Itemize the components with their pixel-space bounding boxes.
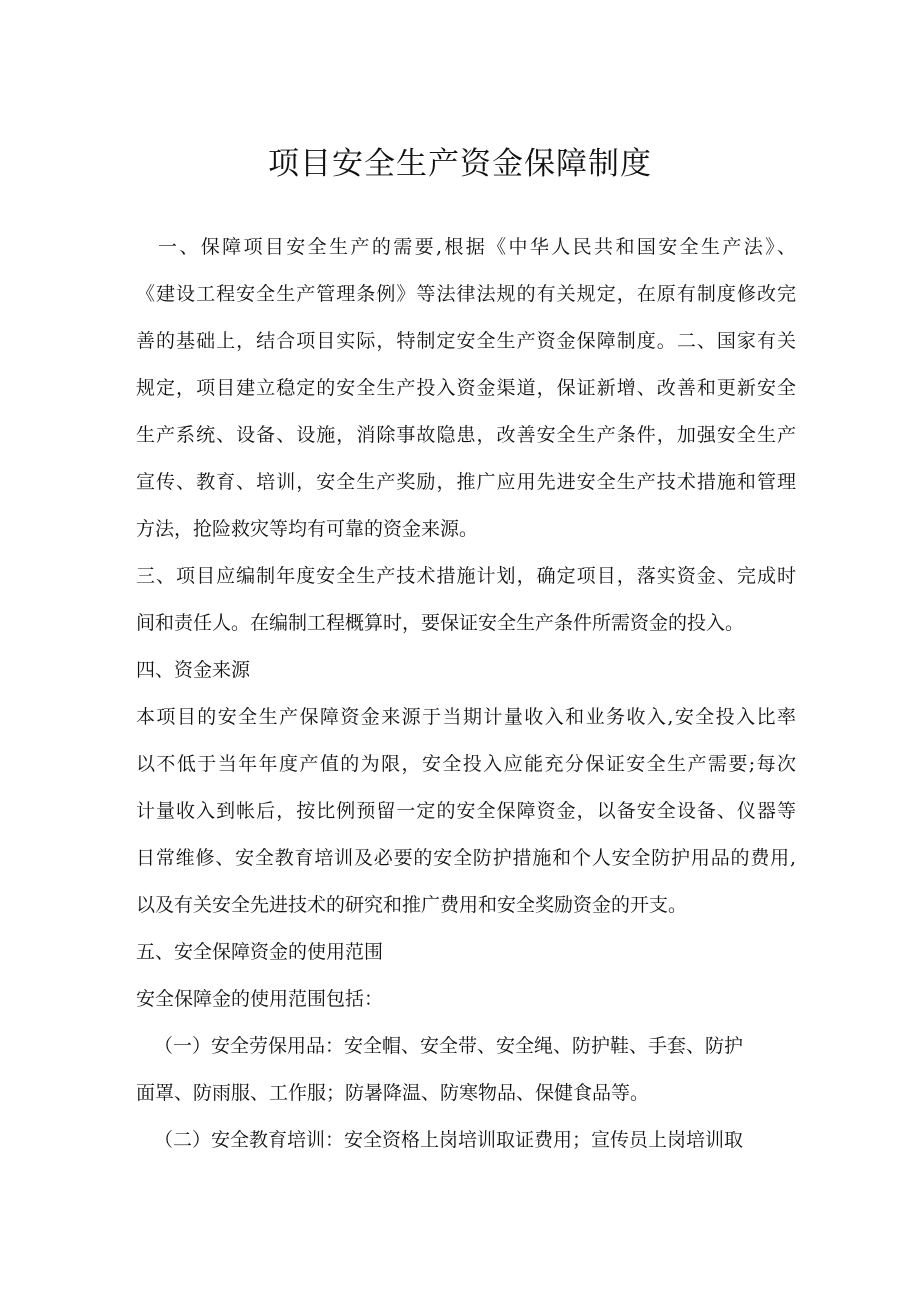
paragraph-line: 规定，项目建立稳定的安全生产投入资金渠道，保证新增、改善和更新安全: [136, 377, 796, 399]
paragraph-line: 安全保障金的使用范围包括：: [136, 988, 384, 1010]
paragraph-line: 生产系统、设备、设施，消除事故隐患，改善安全生产条件，加强安全生产: [136, 424, 796, 446]
paragraph-line: 方法，抢险救灾等均有可靠的资金来源。: [136, 518, 479, 540]
document-body: [136, 224, 796, 1164]
paragraph-line: 《建设工程安全生产管理条例》等法律法规的有关规定，在原有制度修改完: [136, 283, 796, 305]
paragraph-line: 以及有关安全先进技术的研究和推广费用和安全奖励资金的开支。: [136, 894, 688, 916]
paragraph-line: 间和责任人。在编制工程概算时，要保证安全生产条件所需资金的投入。: [136, 612, 745, 634]
document-title: 项目安全生产资金保障制度: [268, 146, 652, 182]
paragraph-line: 日常维修、安全教育培训及必要的安全防护措施和个人安全防护用品的费用,: [136, 847, 796, 869]
list-item-line: （一）安全劳保用品：安全帽、安全带、安全绳、防护鞋、手套、防护: [154, 1035, 744, 1057]
list-item-line: 面罩、防雨服、工作服；防暑降温、防寒物品、保健食品等。: [136, 1082, 650, 1104]
section-heading: 四、资金来源: [136, 659, 251, 681]
paragraph-line: 三、项目应编制年度安全生产技术措施计划，确定项目，落实资金、完成时: [136, 565, 796, 587]
paragraph-line: 计量收入到帐后，按比例预留一定的安全保障资金，以备安全设备、仪器等: [136, 800, 796, 822]
paragraph-line: 善的基础上，结合项目实际，特制定安全生产资金保障制度。二、国家有关: [136, 330, 796, 352]
list-item-line: （二）安全教育培训：安全资格上岗培训取证费用；宣传员上岗培训取: [154, 1129, 744, 1151]
paragraph-line: 一、保障项目安全生产的需要,根据《中华人民共和国安全生产法》、: [158, 236, 796, 258]
paragraph-line: 宣传、教育、培训，安全生产奖励，推广应用先进安全生产技术措施和管理: [136, 471, 796, 493]
paragraph-line: 以不低于当年年度产值的为限，安全投入应能充分保证安全生产需要;每次: [136, 753, 796, 775]
section-heading: 五、安全保障资金的使用范围: [136, 941, 384, 963]
paragraph-line: 本项目的安全生产保障资金来源于当期计量收入和业务收入,安全投入比率: [136, 706, 796, 728]
